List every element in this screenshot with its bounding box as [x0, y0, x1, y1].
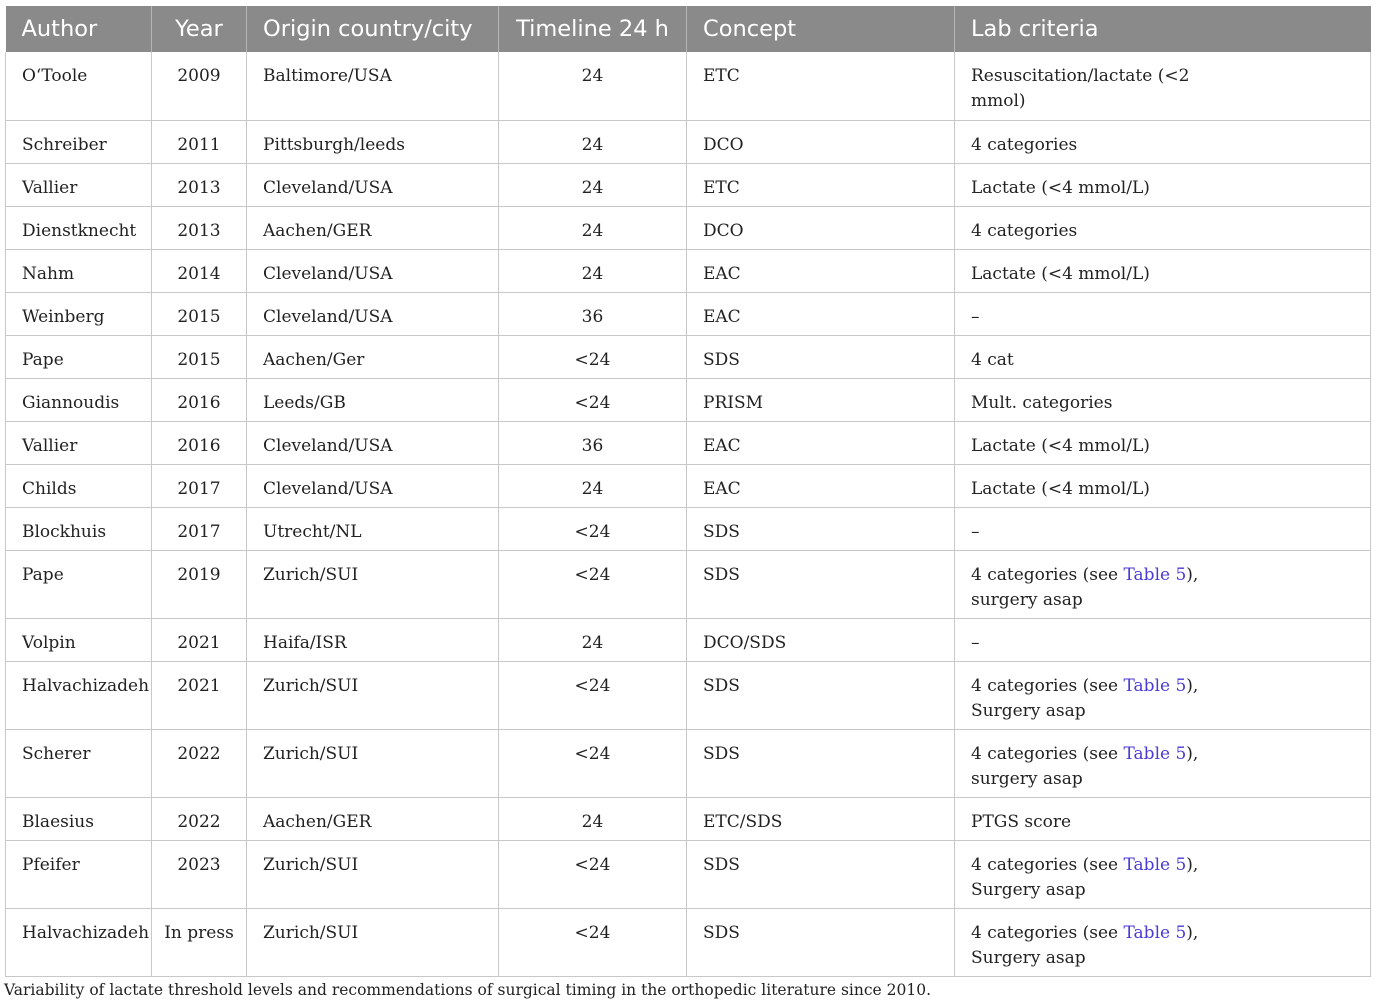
- cell-year: 2019: [152, 550, 247, 618]
- cell-author: Halvachizadeh: [6, 661, 152, 729]
- table-row: [6, 908, 1371, 976]
- cell-origin: Cleveland/USA: [247, 464, 499, 507]
- cell-concept: ETC: [687, 52, 955, 120]
- cell-author: Scherer: [6, 729, 152, 797]
- cell-origin: Aachen/GER: [247, 797, 499, 840]
- table-row: [6, 120, 1371, 163]
- cell-lab-criteria: [955, 797, 1371, 840]
- cell-year: 2011: [152, 120, 247, 163]
- cell-author: Volpin: [6, 618, 152, 661]
- cell-year: 2013: [152, 206, 247, 249]
- cell-author: Dienstknecht: [6, 206, 152, 249]
- cell-lab-criteria: [955, 550, 1371, 618]
- cell-timeline: 36: [499, 292, 687, 335]
- cell-timeline: 24: [499, 120, 687, 163]
- cell-origin: Pittsburgh/leeds: [247, 120, 499, 163]
- lab-text: Lactate (<4 mmol/L): [971, 177, 1150, 198]
- cell-lab-criteria: [955, 206, 1371, 249]
- lab-text: Lactate (<4 mmol/L): [971, 435, 1150, 456]
- cell-timeline: 24: [499, 797, 687, 840]
- table-row: [6, 335, 1371, 378]
- table-row: [6, 378, 1371, 421]
- table-5-link[interactable]: Table 5: [1123, 922, 1187, 943]
- cell-year: 2023: [152, 840, 247, 908]
- cell-year: In press: [152, 908, 247, 976]
- cell-timeline: 24: [499, 464, 687, 507]
- table-row: [6, 249, 1371, 292]
- lab-text-line2: Surgery asap: [971, 947, 1086, 968]
- table-row: [6, 840, 1371, 908]
- lab-text: 4 categories (see: [971, 743, 1124, 764]
- cell-timeline: <24: [499, 908, 687, 976]
- header-author: Author: [6, 6, 152, 52]
- table-row: [6, 618, 1371, 661]
- header-lab-criteria: Lab criteria: [955, 6, 1371, 52]
- cell-concept: ETC/SDS: [687, 797, 955, 840]
- cell-author: Pape: [6, 550, 152, 618]
- lab-text-line2: Surgery asap: [971, 879, 1086, 900]
- table-row: [6, 507, 1371, 550]
- table-row: [6, 729, 1371, 797]
- cell-timeline: <24: [499, 661, 687, 729]
- lab-text: PTGS score: [971, 811, 1072, 832]
- cell-origin: Zurich/SUI: [247, 661, 499, 729]
- cell-origin: Zurich/SUI: [247, 908, 499, 976]
- lab-text-suffix: ),: [1186, 564, 1199, 585]
- cell-timeline: 24: [499, 163, 687, 206]
- cell-year: 2016: [152, 378, 247, 421]
- cell-lab-criteria: [955, 52, 1371, 120]
- cell-origin: Leeds/GB: [247, 378, 499, 421]
- cell-timeline: 24: [499, 249, 687, 292]
- cell-author: Halvachizadeh: [6, 908, 152, 976]
- cell-concept: DCO: [687, 120, 955, 163]
- cell-concept: PRISM: [687, 378, 955, 421]
- cell-year: 2016: [152, 421, 247, 464]
- table-5-link[interactable]: Table 5: [1123, 675, 1187, 696]
- cell-author: Giannoudis: [6, 378, 152, 421]
- lab-text: 4 categories: [971, 220, 1078, 241]
- lab-text: Lactate (<4 mmol/L): [971, 478, 1150, 499]
- lab-text: Mult. categories: [971, 392, 1113, 413]
- lab-text: 4 categories (see: [971, 922, 1124, 943]
- cell-origin: Haifa/ISR: [247, 618, 499, 661]
- lab-text-suffix: ),: [1186, 743, 1199, 764]
- table-5-link[interactable]: Table 5: [1123, 564, 1187, 585]
- cell-year: 2009: [152, 52, 247, 120]
- table-row: [6, 797, 1371, 840]
- lab-text: 4 categories (see: [971, 675, 1124, 696]
- results-table: [5, 6, 1371, 977]
- lab-text: –: [971, 306, 980, 327]
- cell-author: Nahm: [6, 249, 152, 292]
- lab-text: –: [971, 632, 980, 653]
- header-origin: Origin country/city: [247, 6, 499, 52]
- cell-concept: SDS: [687, 507, 955, 550]
- lab-text-line2: mmol): [971, 91, 1026, 111]
- cell-lab-criteria: [955, 292, 1371, 335]
- cell-year: 2022: [152, 797, 247, 840]
- cell-concept: SDS: [687, 840, 955, 908]
- cell-lab-criteria: [955, 729, 1371, 797]
- lab-text-line2: surgery asap: [971, 768, 1083, 789]
- lab-text: 4 categories: [971, 134, 1078, 155]
- cell-year: 2022: [152, 729, 247, 797]
- table-header-row: [6, 6, 1371, 52]
- cell-year: 2015: [152, 292, 247, 335]
- lab-text: Lactate (<4 mmol/L): [971, 263, 1150, 284]
- cell-year: 2015: [152, 335, 247, 378]
- cell-year: 2021: [152, 618, 247, 661]
- cell-origin: Aachen/Ger: [247, 335, 499, 378]
- lab-text-line2: Surgery asap: [971, 700, 1086, 721]
- lab-text: –: [971, 521, 980, 542]
- cell-lab-criteria: [955, 840, 1371, 908]
- lab-text-suffix: ),: [1186, 854, 1199, 875]
- cell-timeline: 24: [499, 618, 687, 661]
- cell-timeline: <24: [499, 729, 687, 797]
- cell-timeline: <24: [499, 550, 687, 618]
- cell-year: 2017: [152, 464, 247, 507]
- cell-author: Pfeifer: [6, 840, 152, 908]
- cell-lab-criteria: [955, 378, 1371, 421]
- header-year: Year: [152, 6, 247, 52]
- cell-origin: Cleveland/USA: [247, 163, 499, 206]
- cell-timeline: <24: [499, 378, 687, 421]
- cell-concept: SDS: [687, 550, 955, 618]
- lab-text: 4 categories (see: [971, 564, 1124, 585]
- lab-text-suffix: ),: [1186, 922, 1199, 943]
- cell-timeline: <24: [499, 840, 687, 908]
- cell-lab-criteria: [955, 421, 1371, 464]
- cell-concept: SDS: [687, 908, 955, 976]
- cell-origin: Cleveland/USA: [247, 421, 499, 464]
- cell-timeline: 24: [499, 206, 687, 249]
- lab-text: 4 categories (see: [971, 854, 1124, 875]
- cell-year: 2017: [152, 507, 247, 550]
- cell-author: Pape: [6, 335, 152, 378]
- cell-origin: Cleveland/USA: [247, 249, 499, 292]
- table-row: [6, 464, 1371, 507]
- cell-year: 2021: [152, 661, 247, 729]
- table-row: [6, 206, 1371, 249]
- table-row: [6, 421, 1371, 464]
- cell-timeline: 36: [499, 421, 687, 464]
- results-table-container: [5, 6, 1370, 977]
- cell-concept: ETC: [687, 163, 955, 206]
- cell-concept: SDS: [687, 661, 955, 729]
- cell-lab-criteria: [955, 661, 1371, 729]
- cell-concept: EAC: [687, 464, 955, 507]
- cell-origin: Aachen/GER: [247, 206, 499, 249]
- lab-text-suffix: ),: [1186, 675, 1199, 696]
- cell-timeline: <24: [499, 335, 687, 378]
- cell-origin: Utrecht/NL: [247, 507, 499, 550]
- cell-concept: EAC: [687, 249, 955, 292]
- cell-author: Weinberg: [6, 292, 152, 335]
- table-5-link[interactable]: Table 5: [1123, 743, 1187, 764]
- table-row: [6, 292, 1371, 335]
- table-5-link[interactable]: Table 5: [1123, 854, 1187, 875]
- cell-concept: EAC: [687, 421, 955, 464]
- cell-origin: Zurich/SUI: [247, 729, 499, 797]
- cell-author: O‘Toole: [6, 52, 152, 120]
- cell-lab-criteria: [955, 120, 1371, 163]
- table-row: [6, 52, 1371, 120]
- cell-lab-criteria: [955, 618, 1371, 661]
- cell-author: Vallier: [6, 163, 152, 206]
- cell-concept: SDS: [687, 335, 955, 378]
- cell-concept: DCO: [687, 206, 955, 249]
- cell-lab-criteria: [955, 249, 1371, 292]
- table-caption: Variability of lactate threshold levels and recommendations of surgical timing in the orthopedic literature since 2010.: [4, 981, 932, 999]
- cell-author: Schreiber: [6, 120, 152, 163]
- table-row: [6, 163, 1371, 206]
- cell-concept: DCO/SDS: [687, 618, 955, 661]
- lab-text: Resuscitation/lactate (<2: [971, 66, 1190, 86]
- cell-lab-criteria: [955, 163, 1371, 206]
- cell-lab-criteria: [955, 335, 1371, 378]
- cell-timeline: 24: [499, 52, 687, 120]
- cell-origin: Zurich/SUI: [247, 550, 499, 618]
- cell-lab-criteria: [955, 507, 1371, 550]
- cell-author: Blockhuis: [6, 507, 152, 550]
- table-row: [6, 661, 1371, 729]
- cell-origin: Baltimore/USA: [247, 52, 499, 120]
- cell-lab-criteria: [955, 464, 1371, 507]
- header-concept: Concept: [687, 6, 955, 52]
- header-timeline: Timeline 24 h: [499, 6, 687, 52]
- cell-year: 2014: [152, 249, 247, 292]
- cell-origin: Zurich/SUI: [247, 840, 499, 908]
- cell-lab-criteria: [955, 908, 1371, 976]
- lab-text: 4 cat: [971, 349, 1014, 370]
- cell-author: Childs: [6, 464, 152, 507]
- cell-concept: SDS: [687, 729, 955, 797]
- lab-text-line2: surgery asap: [971, 589, 1083, 610]
- cell-origin: Cleveland/USA: [247, 292, 499, 335]
- cell-concept: EAC: [687, 292, 955, 335]
- cell-author: Vallier: [6, 421, 152, 464]
- cell-year: 2013: [152, 163, 247, 206]
- table-row: [6, 550, 1371, 618]
- cell-timeline: <24: [499, 507, 687, 550]
- cell-author: Blaesius: [6, 797, 152, 840]
